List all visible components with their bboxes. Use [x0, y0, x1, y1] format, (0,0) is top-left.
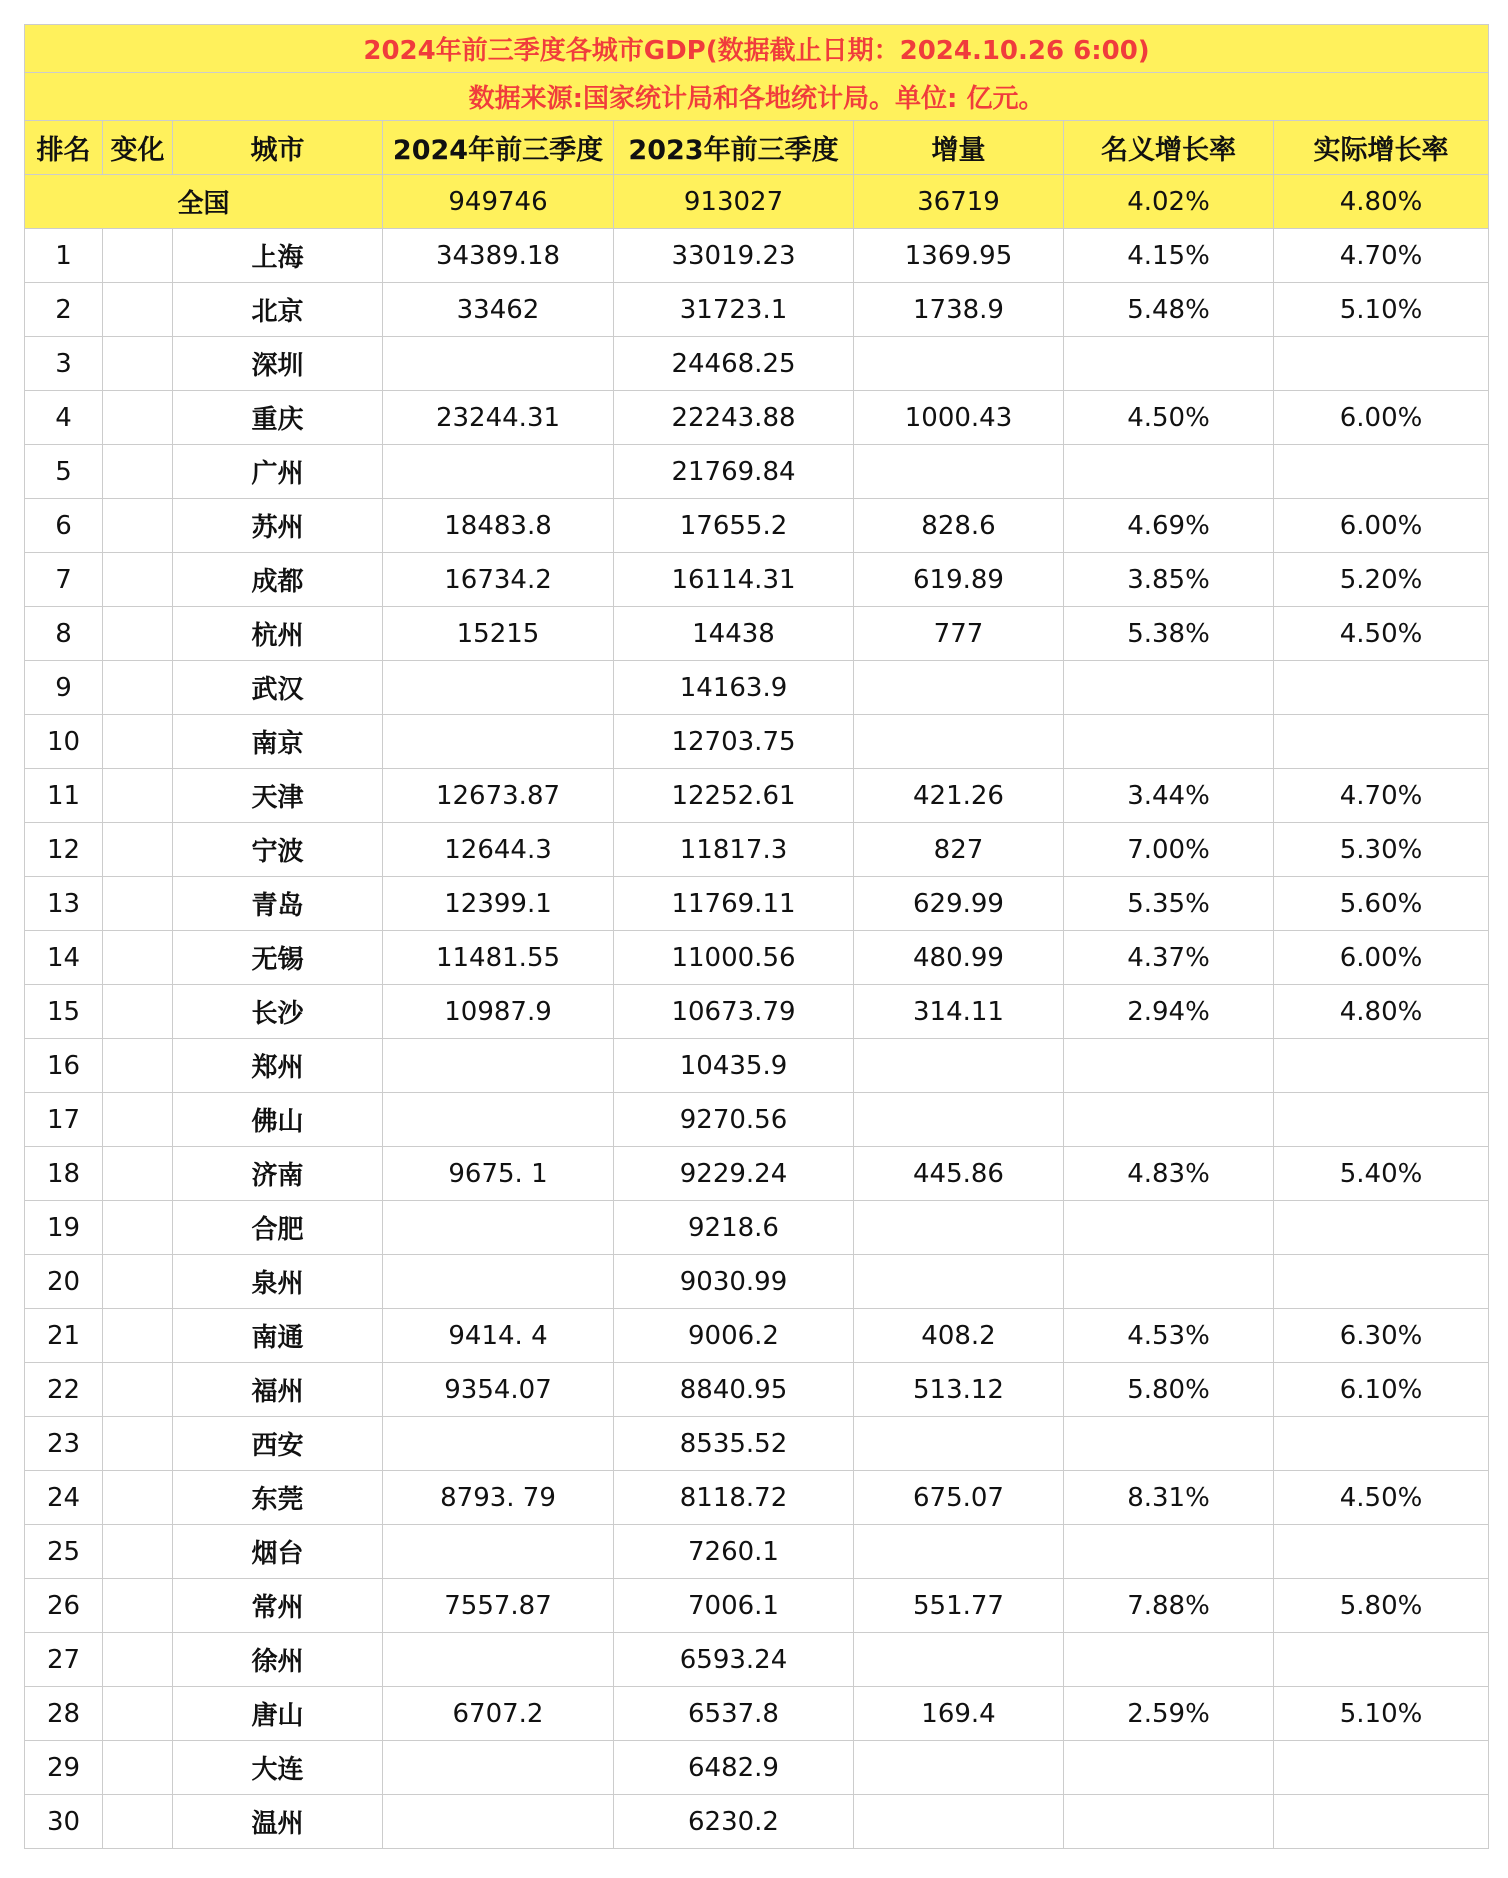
rank-cell: 25 — [25, 1525, 103, 1579]
header-increase: 增量 — [854, 121, 1064, 175]
gdp-2024-cell: 12644.3 — [383, 823, 614, 877]
nominal-growth-cell — [1064, 1741, 1274, 1795]
increase-cell — [854, 1255, 1064, 1309]
table-row — [25, 499, 1489, 553]
gdp-2024-cell — [383, 445, 614, 499]
change-cell — [103, 607, 173, 661]
increase-cell: 1369.95 — [854, 229, 1064, 283]
increase-cell — [854, 661, 1064, 715]
gdp-2024-cell: 11481.55 — [383, 931, 614, 985]
real-growth-cell: 5.10% — [1274, 283, 1489, 337]
gdp-2023-cell: 9030.99 — [614, 1255, 854, 1309]
table-row — [25, 283, 1489, 337]
real-growth-cell: 4.70% — [1274, 769, 1489, 823]
increase-cell: 421.26 — [854, 769, 1064, 823]
gdp-2023-cell: 8535.52 — [614, 1417, 854, 1471]
nominal-growth-cell — [1064, 1633, 1274, 1687]
rank-cell: 5 — [25, 445, 103, 499]
rank-cell: 10 — [25, 715, 103, 769]
rank-cell: 4 — [25, 391, 103, 445]
increase-cell: 513.12 — [854, 1363, 1064, 1417]
nominal-growth-cell: 4.37% — [1064, 931, 1274, 985]
increase-cell — [854, 1039, 1064, 1093]
nominal-growth-cell — [1064, 1039, 1274, 1093]
table-row — [25, 1039, 1489, 1093]
nominal-growth-cell: 5.38% — [1064, 607, 1274, 661]
header-gdp-2024: 2024年前三季度 — [383, 121, 614, 175]
nominal-growth-cell: 4.50% — [1064, 391, 1274, 445]
real-growth-cell — [1274, 445, 1489, 499]
gdp-2023-cell: 6537.8 — [614, 1687, 854, 1741]
gdp-2023-cell: 14438 — [614, 607, 854, 661]
nominal-growth-cell — [1064, 1255, 1274, 1309]
nominal-growth-cell — [1064, 1525, 1274, 1579]
increase-cell: 777 — [854, 607, 1064, 661]
change-cell — [103, 553, 173, 607]
real-growth-cell — [1274, 1039, 1489, 1093]
header-nominal-growth: 名义增长率 — [1064, 121, 1274, 175]
real-growth-cell — [1274, 1633, 1489, 1687]
gdp-2023-cell: 8118.72 — [614, 1471, 854, 1525]
increase-cell — [854, 1741, 1064, 1795]
real-growth-cell — [1274, 661, 1489, 715]
real-growth-cell — [1274, 1795, 1489, 1849]
national-label: 全国 — [25, 175, 383, 229]
change-cell — [103, 1579, 173, 1633]
gdp-2023-cell: 9270.56 — [614, 1093, 854, 1147]
rank-cell: 18 — [25, 1147, 103, 1201]
gdp-2024-cell: 12399.1 — [383, 877, 614, 931]
gdp-2024-cell — [383, 1741, 614, 1795]
gdp-2023-cell: 10673.79 — [614, 985, 854, 1039]
change-cell — [103, 499, 173, 553]
rank-cell: 29 — [25, 1741, 103, 1795]
increase-cell — [854, 1795, 1064, 1849]
nominal-growth-cell — [1064, 337, 1274, 391]
gdp-2024-cell: 10987.9 — [383, 985, 614, 1039]
change-cell — [103, 1525, 173, 1579]
table-row — [25, 1579, 1489, 1633]
rank-cell: 3 — [25, 337, 103, 391]
real-growth-cell — [1274, 1741, 1489, 1795]
gdp-2024-cell: 9354.07 — [383, 1363, 614, 1417]
city-cell: 无锡 — [173, 931, 383, 985]
increase-cell: 827 — [854, 823, 1064, 877]
real-growth-cell — [1274, 1417, 1489, 1471]
nominal-growth-cell — [1064, 445, 1274, 499]
gdp-2024-cell: 9675. 1 — [383, 1147, 614, 1201]
national-increase: 36719 — [854, 175, 1064, 229]
gdp-2024-cell — [383, 1093, 614, 1147]
real-growth-cell — [1274, 1093, 1489, 1147]
increase-cell: 445.86 — [854, 1147, 1064, 1201]
real-growth-cell — [1274, 1525, 1489, 1579]
rank-cell: 20 — [25, 1255, 103, 1309]
city-cell: 徐州 — [173, 1633, 383, 1687]
change-cell — [103, 445, 173, 499]
gdp-2023-cell: 31723.1 — [614, 283, 854, 337]
rank-cell: 15 — [25, 985, 103, 1039]
gdp-2023-cell: 11000.56 — [614, 931, 854, 985]
change-cell — [103, 1687, 173, 1741]
nominal-growth-cell — [1064, 1417, 1274, 1471]
nominal-growth-cell: 8.31% — [1064, 1471, 1274, 1525]
city-cell: 唐山 — [173, 1687, 383, 1741]
city-cell: 泉州 — [173, 1255, 383, 1309]
real-growth-cell: 6.00% — [1274, 391, 1489, 445]
city-cell: 温州 — [173, 1795, 383, 1849]
increase-cell: 675.07 — [854, 1471, 1064, 1525]
change-cell — [103, 1795, 173, 1849]
real-growth-cell: 4.70% — [1274, 229, 1489, 283]
header-row — [25, 121, 1489, 175]
table-row — [25, 769, 1489, 823]
gdp-2024-cell: 16734.2 — [383, 553, 614, 607]
table-row — [25, 1795, 1489, 1849]
rank-cell: 22 — [25, 1363, 103, 1417]
city-cell: 武汉 — [173, 661, 383, 715]
table-row — [25, 1471, 1489, 1525]
nominal-growth-cell: 4.69% — [1064, 499, 1274, 553]
nominal-growth-cell: 4.53% — [1064, 1309, 1274, 1363]
table-row — [25, 1525, 1489, 1579]
rank-cell: 14 — [25, 931, 103, 985]
change-cell — [103, 769, 173, 823]
nominal-growth-cell — [1064, 1093, 1274, 1147]
table-row — [25, 607, 1489, 661]
rank-cell: 19 — [25, 1201, 103, 1255]
gdp-2024-cell: 34389.18 — [383, 229, 614, 283]
real-growth-cell — [1274, 1201, 1489, 1255]
table-row — [25, 391, 1489, 445]
city-cell: 烟台 — [173, 1525, 383, 1579]
rank-cell: 6 — [25, 499, 103, 553]
change-cell — [103, 1093, 173, 1147]
gdp-2023-cell: 21769.84 — [614, 445, 854, 499]
change-cell — [103, 1309, 173, 1363]
city-cell: 重庆 — [173, 391, 383, 445]
rank-cell: 21 — [25, 1309, 103, 1363]
nominal-growth-cell: 5.48% — [1064, 283, 1274, 337]
change-cell — [103, 283, 173, 337]
rank-cell: 12 — [25, 823, 103, 877]
rank-cell: 1 — [25, 229, 103, 283]
table-row — [25, 553, 1489, 607]
city-cell: 青岛 — [173, 877, 383, 931]
nominal-growth-cell: 4.15% — [1064, 229, 1274, 283]
change-cell — [103, 1471, 173, 1525]
table-row — [25, 931, 1489, 985]
city-cell: 杭州 — [173, 607, 383, 661]
real-growth-cell: 6.30% — [1274, 1309, 1489, 1363]
national-real-growth: 4.80% — [1274, 175, 1489, 229]
real-growth-cell: 5.10% — [1274, 1687, 1489, 1741]
city-cell: 西安 — [173, 1417, 383, 1471]
increase-cell: 551.77 — [854, 1579, 1064, 1633]
real-growth-cell: 4.80% — [1274, 985, 1489, 1039]
city-cell: 苏州 — [173, 499, 383, 553]
gdp-2024-cell — [383, 661, 614, 715]
nominal-growth-cell: 7.88% — [1064, 1579, 1274, 1633]
change-cell — [103, 1255, 173, 1309]
change-cell — [103, 1147, 173, 1201]
table-row — [25, 985, 1489, 1039]
real-growth-cell — [1274, 1255, 1489, 1309]
increase-cell — [854, 715, 1064, 769]
gdp-2024-cell: 7557.87 — [383, 1579, 614, 1633]
city-cell: 广州 — [173, 445, 383, 499]
gdp-2023-cell: 12703.75 — [614, 715, 854, 769]
city-cell: 天津 — [173, 769, 383, 823]
increase-cell: 480.99 — [854, 931, 1064, 985]
nominal-growth-cell — [1064, 1795, 1274, 1849]
increase-cell — [854, 1633, 1064, 1687]
change-cell — [103, 661, 173, 715]
nominal-growth-cell: 2.94% — [1064, 985, 1274, 1039]
increase-cell — [854, 337, 1064, 391]
rank-cell: 27 — [25, 1633, 103, 1687]
gdp-2023-cell: 16114.31 — [614, 553, 854, 607]
gdp-2023-cell: 9229.24 — [614, 1147, 854, 1201]
gdp-2023-cell: 10435.9 — [614, 1039, 854, 1093]
table-row — [25, 1201, 1489, 1255]
nominal-growth-cell — [1064, 715, 1274, 769]
real-growth-cell: 5.60% — [1274, 877, 1489, 931]
real-growth-cell — [1274, 337, 1489, 391]
change-cell — [103, 931, 173, 985]
gdp-2024-cell — [383, 1417, 614, 1471]
gdp-2024-cell: 23244.31 — [383, 391, 614, 445]
table-row — [25, 337, 1489, 391]
table-row — [25, 715, 1489, 769]
city-cell: 合肥 — [173, 1201, 383, 1255]
table-row — [25, 1417, 1489, 1471]
change-cell — [103, 229, 173, 283]
rank-cell: 11 — [25, 769, 103, 823]
nominal-growth-cell: 2.59% — [1064, 1687, 1274, 1741]
rank-cell: 8 — [25, 607, 103, 661]
real-growth-cell: 6.10% — [1274, 1363, 1489, 1417]
header-real-growth: 实际增长率 — [1274, 121, 1489, 175]
increase-cell: 408.2 — [854, 1309, 1064, 1363]
change-cell — [103, 1039, 173, 1093]
increase-cell — [854, 1417, 1064, 1471]
city-cell: 济南 — [173, 1147, 383, 1201]
city-cell: 常州 — [173, 1579, 383, 1633]
increase-cell — [854, 1525, 1064, 1579]
gdp-2024-cell — [383, 1795, 614, 1849]
rank-cell: 9 — [25, 661, 103, 715]
table-row — [25, 1741, 1489, 1795]
change-cell — [103, 985, 173, 1039]
change-cell — [103, 391, 173, 445]
table-row — [25, 1255, 1489, 1309]
nominal-growth-cell: 3.44% — [1064, 769, 1274, 823]
change-cell — [103, 337, 173, 391]
city-cell: 成都 — [173, 553, 383, 607]
gdp-2024-cell — [383, 715, 614, 769]
gdp-2024-cell: 33462 — [383, 283, 614, 337]
increase-cell — [854, 1093, 1064, 1147]
increase-cell: 828.6 — [854, 499, 1064, 553]
city-cell: 长沙 — [173, 985, 383, 1039]
real-growth-cell: 5.40% — [1274, 1147, 1489, 1201]
gdp-2024-cell — [383, 1525, 614, 1579]
national-nominal-growth: 4.02% — [1064, 175, 1274, 229]
table-row — [25, 823, 1489, 877]
city-cell: 郑州 — [173, 1039, 383, 1093]
gdp-2023-cell: 8840.95 — [614, 1363, 854, 1417]
table-row — [25, 229, 1489, 283]
change-cell — [103, 1633, 173, 1687]
increase-cell — [854, 1201, 1064, 1255]
increase-cell: 1738.9 — [854, 283, 1064, 337]
gdp-2024-cell: 6707.2 — [383, 1687, 614, 1741]
table-row — [25, 1309, 1489, 1363]
rank-cell: 2 — [25, 283, 103, 337]
table-row — [25, 1147, 1489, 1201]
real-growth-cell: 6.00% — [1274, 931, 1489, 985]
rank-cell: 13 — [25, 877, 103, 931]
increase-cell: 629.99 — [854, 877, 1064, 931]
change-cell — [103, 1417, 173, 1471]
change-cell — [103, 1741, 173, 1795]
rank-cell: 7 — [25, 553, 103, 607]
header-change: 变化 — [103, 121, 173, 175]
real-growth-cell: 4.50% — [1274, 607, 1489, 661]
rank-cell: 26 — [25, 1579, 103, 1633]
gdp-2023-cell: 14163.9 — [614, 661, 854, 715]
gdp-2023-cell: 6230.2 — [614, 1795, 854, 1849]
table-row — [25, 877, 1489, 931]
gdp-2024-cell: 18483.8 — [383, 499, 614, 553]
rank-cell: 16 — [25, 1039, 103, 1093]
city-cell: 宁波 — [173, 823, 383, 877]
gdp-2023-cell: 17655.2 — [614, 499, 854, 553]
change-cell — [103, 1201, 173, 1255]
gdp-2024-cell: 15215 — [383, 607, 614, 661]
gdp-2023-cell: 24468.25 — [614, 337, 854, 391]
nominal-growth-cell: 3.85% — [1064, 553, 1274, 607]
gdp-2023-cell: 9006.2 — [614, 1309, 854, 1363]
increase-cell: 169.4 — [854, 1687, 1064, 1741]
city-cell: 上海 — [173, 229, 383, 283]
gdp-2023-cell: 9218.6 — [614, 1201, 854, 1255]
gdp-2023-cell: 11769.11 — [614, 877, 854, 931]
gdp-2024-cell: 12673.87 — [383, 769, 614, 823]
nominal-growth-cell — [1064, 1201, 1274, 1255]
gdp-2024-cell — [383, 1255, 614, 1309]
gdp-2024-cell — [383, 1633, 614, 1687]
table-row — [25, 1093, 1489, 1147]
nominal-growth-cell: 4.83% — [1064, 1147, 1274, 1201]
table-row — [25, 1363, 1489, 1417]
header-city: 城市 — [173, 121, 383, 175]
increase-cell: 1000.43 — [854, 391, 1064, 445]
gdp-2023-cell: 12252.61 — [614, 769, 854, 823]
increase-cell — [854, 445, 1064, 499]
nominal-growth-cell: 5.35% — [1064, 877, 1274, 931]
city-cell: 北京 — [173, 283, 383, 337]
gdp-2023-cell: 22243.88 — [614, 391, 854, 445]
gdp-2024-cell — [383, 1039, 614, 1093]
real-growth-cell: 5.80% — [1274, 1579, 1489, 1633]
header-gdp-2023: 2023年前三季度 — [614, 121, 854, 175]
gdp-2023-cell: 6593.24 — [614, 1633, 854, 1687]
city-cell: 大连 — [173, 1741, 383, 1795]
table-row — [25, 445, 1489, 499]
nominal-growth-cell — [1064, 661, 1274, 715]
rank-cell: 30 — [25, 1795, 103, 1849]
table-row — [25, 661, 1489, 715]
change-cell — [103, 877, 173, 931]
header-rank: 排名 — [25, 121, 103, 175]
real-growth-cell: 6.00% — [1274, 499, 1489, 553]
increase-cell: 619.89 — [854, 553, 1064, 607]
city-cell: 福州 — [173, 1363, 383, 1417]
real-growth-cell: 5.30% — [1274, 823, 1489, 877]
real-growth-cell — [1274, 715, 1489, 769]
gdp-2024-cell: 9414. 4 — [383, 1309, 614, 1363]
real-growth-cell: 5.20% — [1274, 553, 1489, 607]
rank-cell: 17 — [25, 1093, 103, 1147]
gdp-2024-cell — [383, 337, 614, 391]
rank-cell: 23 — [25, 1417, 103, 1471]
national-row — [25, 175, 1489, 229]
gdp-2023-cell: 7006.1 — [614, 1579, 854, 1633]
data-source-note: 数据来源:国家统计局和各地统计局。单位: 亿元。 — [25, 73, 1489, 121]
table-row — [25, 1633, 1489, 1687]
increase-cell: 314.11 — [854, 985, 1064, 1039]
city-cell: 南京 — [173, 715, 383, 769]
table-row — [25, 1687, 1489, 1741]
gdp-2023-cell: 11817.3 — [614, 823, 854, 877]
gdp-2024-cell: 8793. 79 — [383, 1471, 614, 1525]
city-cell: 佛山 — [173, 1093, 383, 1147]
real-growth-cell: 4.50% — [1274, 1471, 1489, 1525]
city-cell: 深圳 — [173, 337, 383, 391]
rank-cell: 28 — [25, 1687, 103, 1741]
nominal-growth-cell: 5.80% — [1064, 1363, 1274, 1417]
gdp-2023-cell: 7260.1 — [614, 1525, 854, 1579]
rank-cell: 24 — [25, 1471, 103, 1525]
change-cell — [103, 823, 173, 877]
nominal-growth-cell: 7.00% — [1064, 823, 1274, 877]
national-gdp-2024: 949746 — [383, 175, 614, 229]
gdp-table — [24, 24, 1489, 1849]
change-cell — [103, 715, 173, 769]
gdp-2023-cell: 6482.9 — [614, 1741, 854, 1795]
city-cell: 南通 — [173, 1309, 383, 1363]
change-cell — [103, 1363, 173, 1417]
gdp-2024-cell — [383, 1201, 614, 1255]
table-title: 2024年前三季度各城市GDP(数据截止日期：2024.10.26 6:00) — [25, 25, 1489, 73]
national-gdp-2023: 913027 — [614, 175, 854, 229]
gdp-2023-cell: 33019.23 — [614, 229, 854, 283]
city-cell: 东莞 — [173, 1471, 383, 1525]
